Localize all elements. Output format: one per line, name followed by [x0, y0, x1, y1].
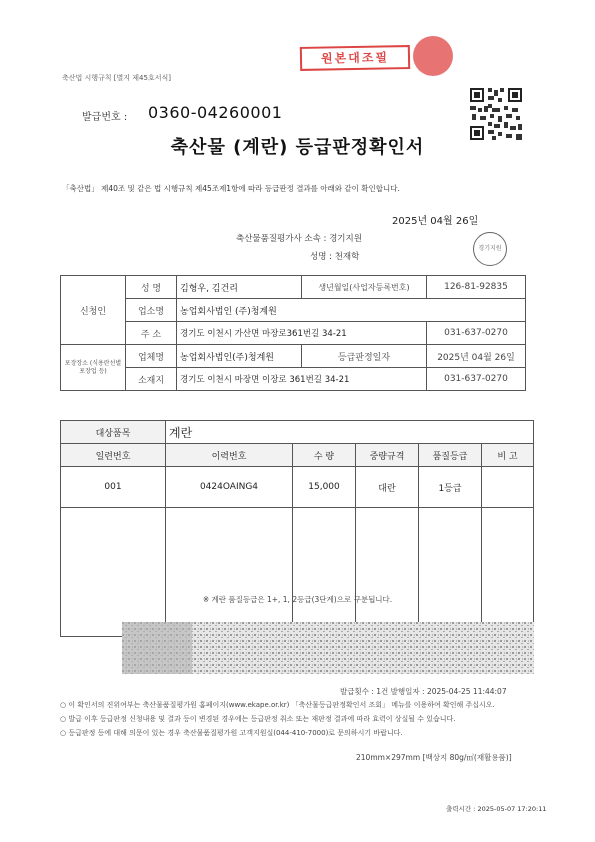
location-label: 소재지 — [126, 368, 177, 391]
col-header-weight: 중량규격 — [356, 444, 419, 467]
chief-name: 성명 : 천재학 — [310, 252, 360, 262]
facility-value: 농업회사법인(주)청계원 — [177, 345, 302, 368]
col-header-remarks: 비 고 — [482, 444, 534, 467]
remarks-cell — [482, 467, 534, 508]
table-row — [61, 467, 534, 508]
issue-number: 0360-04260001 — [148, 103, 283, 122]
section2-label: 포장장소 (식용란선별포장업 등) — [61, 345, 126, 391]
target-value: 계란 — [166, 421, 534, 444]
trace-no-cell: 0424OAING4 — [166, 467, 293, 508]
address-phone: 031-637-0270 — [427, 322, 526, 345]
col-header-quantity: 수 량 — [293, 444, 356, 467]
document-title: 축산물 (계란) 등급판정확인서 — [170, 137, 425, 158]
location-value: 경기도 이천시 마장면 이장로 361번길 34-21 — [177, 368, 427, 391]
paper-size: 210mm×297mm [백상지 80g/㎡(재활용품)] — [356, 753, 512, 762]
grade-date-label: 등급판정일자 — [302, 345, 427, 368]
birth-value: 126-81-92835 — [427, 276, 526, 299]
red-seal-icon — [413, 36, 453, 76]
issue-date: 2025년 04월 26일 — [392, 216, 479, 227]
address-value: 경기도 이천시 가산면 마장로361번길 34-21 — [177, 322, 427, 345]
applicant-info-table — [60, 275, 526, 391]
address-label: 주 소 — [126, 322, 177, 345]
original-copy-stamp: 원본대조필 — [300, 45, 410, 71]
col-header-grade: 품질등급 — [419, 444, 482, 467]
col-header-serial: 일련번호 — [61, 444, 166, 467]
footnote-2: ○ 발급 이후 등급판정 신청내용 및 결과 등이 변경된 경우에는 등급판정 취소 또는 재판정 결과에 따라 효력이 상실될 수 있습니다. — [60, 715, 456, 723]
office-label: 축산물품질평가사 소속 : 경기지원 — [236, 234, 362, 244]
target-label: 대상품목 — [61, 421, 166, 444]
birth-label: 생년월일(사업자등록번호) — [302, 276, 427, 299]
print-time: 출력시간 : 2025-05-07 17:20:11 — [446, 805, 547, 813]
footnote-1: ○ 이 확인서의 진위여부는 축산물품질평가원 홈페이지(www.ekape.or.kr) 「축산물등급판정확인서 조회」 메뉴를 이용하여 확인해 주십시오. — [60, 701, 495, 709]
grade-note: ※ 계란 품질등급은 1+, 1, 2등급(3단계)으로 구분됩니다. — [202, 595, 393, 604]
quantity-cell: 15,000 — [293, 467, 356, 508]
facility-label: 업체명 — [126, 345, 177, 368]
redacted-area — [122, 622, 534, 674]
print-info: 발급횟수 : 1건 발행일자 : 2025-04-25 11:44:07 — [340, 687, 507, 696]
company-value: 농업회사법인 (주)청계원 — [177, 299, 526, 322]
name-label: 성 명 — [126, 276, 177, 299]
name-value: 김형우, 김건리 — [177, 276, 302, 299]
agency-seal-icon: 경기지원 — [473, 232, 507, 266]
form-label: 축산법 시행규칙 [별지 제45호서식] — [62, 74, 171, 82]
intro-text: 「축산법」 제40조 및 같은 법 시행규칙 제45조제1항에 따라 등급판정 결과를 아래와 같이 확인합니다. — [62, 184, 400, 193]
applicant-label: 신청인 — [61, 276, 126, 345]
location-phone: 031-637-0270 — [427, 368, 526, 391]
serial-cell: 001 — [61, 467, 166, 508]
grade-date-value: 2025년 04월 26일 — [427, 345, 526, 368]
grade-cell: 1등급 — [419, 467, 482, 508]
weight-cell: 대란 — [356, 467, 419, 508]
footnote-3: ○ 등급판정 등에 대해 의문이 있는 경우 축산물품질평가원 고객지원실(044-410-7000)로 문의하시기 바랍니다. — [60, 729, 403, 737]
col-header-trace-no: 이력번호 — [166, 444, 293, 467]
company-label: 업소명 — [126, 299, 177, 322]
issue-number-label: 발급번호 : — [82, 112, 128, 123]
